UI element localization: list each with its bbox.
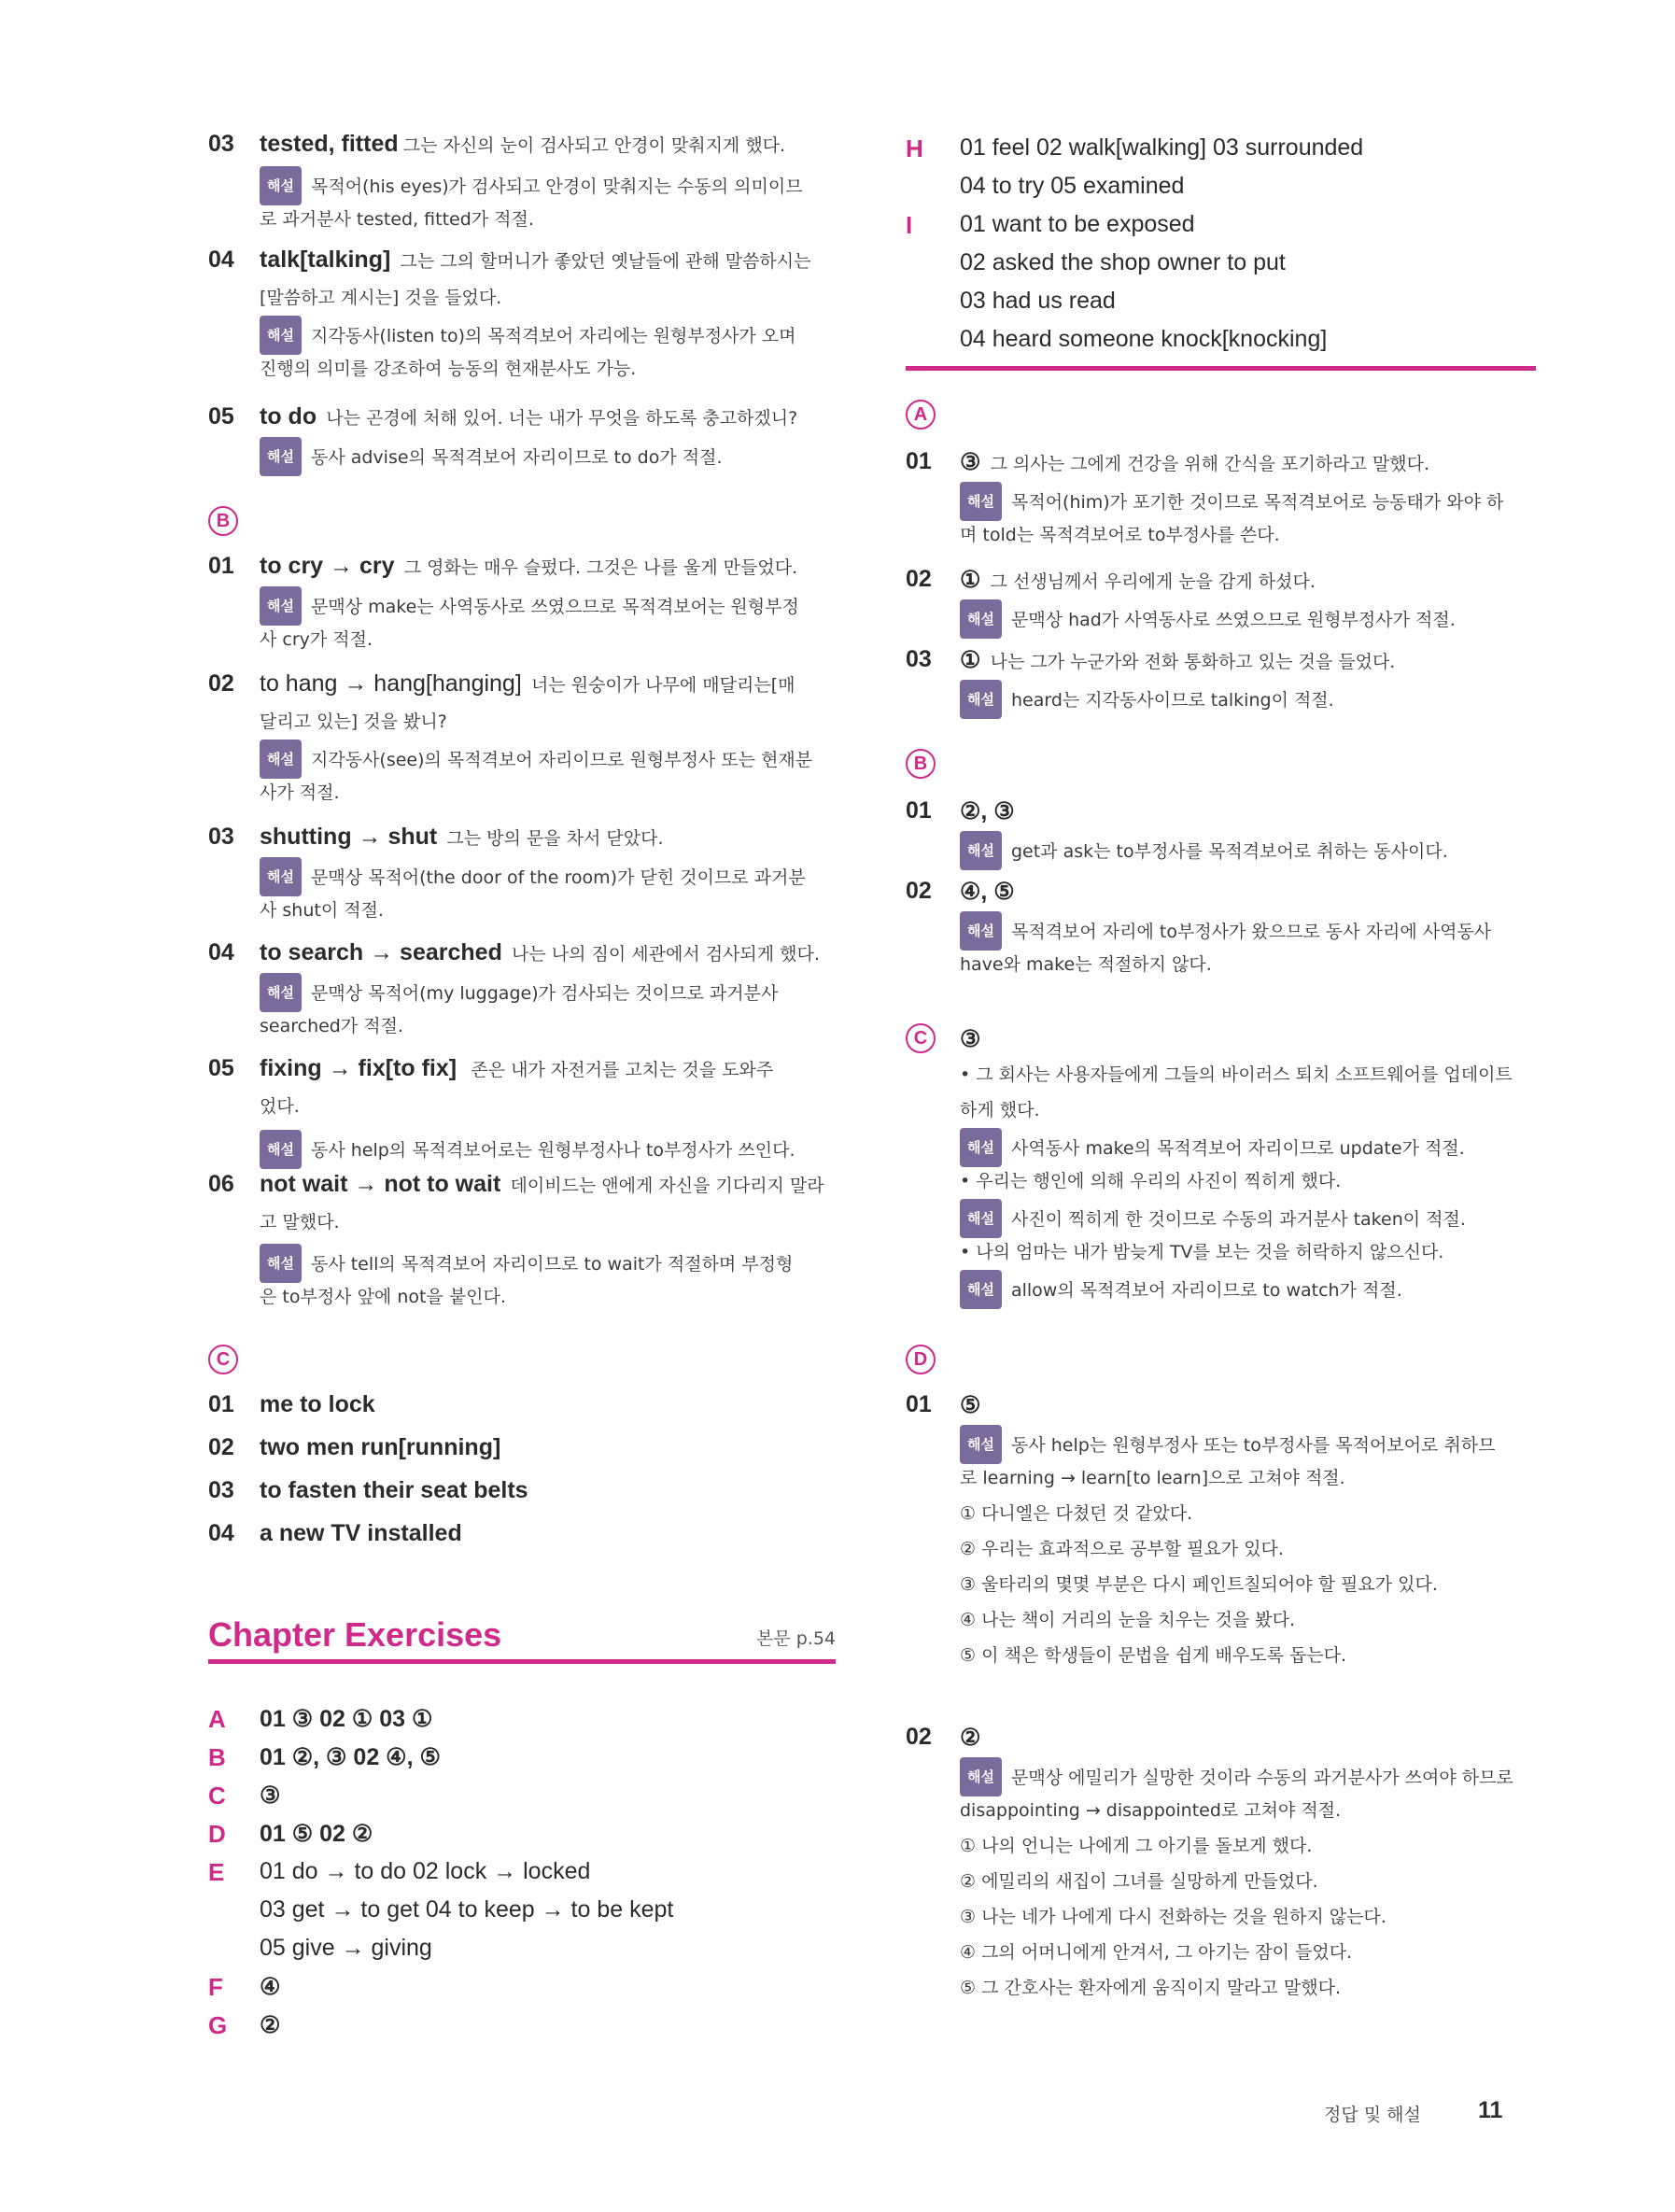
translation: 그 선생님께서 우리에게 눈을 감게 하셨다. [990,571,1316,592]
translation: 그는 그의 할머니가 좋았던 옛날들에 관해 말씀하시는 [400,251,811,272]
explanation: 로 과거분사 tested, fitted가 적절. [260,209,534,230]
exercise-letter: D [208,1820,226,1848]
item-number: 02 [906,1724,932,1750]
explanation: get과 ask는 to부정사를 목적격보어로 취하는 동사이다. [1010,841,1448,862]
explanation: 은 to부정사 앞에 not을 붙인다. [260,1287,506,1307]
answer: ① [960,647,981,673]
item-number: 03 [906,646,932,672]
item-number: 06 [208,1171,234,1197]
sentence-translation: ① 다니엘은 다쳤던 것 같았다. [960,1503,1193,1524]
explanation: 로 learning → learn[to learn]으로 고쳐야 적절. [960,1468,1345,1488]
translation: 그는 방의 문을 차서 닫았다. [446,828,664,849]
answer: two men run[running] [260,1434,501,1460]
exercise-answers: 01 ②, ③ 02 ④, ⑤ [260,1744,441,1770]
answer: fixing → fix[to fix] [260,1055,457,1081]
sentence-translation: ② 에밀리의 새집이 그녀를 실망하게 만들었다. [960,1871,1318,1892]
translation: 데이비드는 앤에게 자신을 기다리지 말라 [510,1176,824,1196]
exercise-answers: 01 want to be exposed [960,211,1195,237]
item-number: 01 [906,448,932,474]
sentence-translation: ⑤ 그 간호사는 환자에게 움직이지 말라고 말했다. [960,1978,1342,1998]
explanation-badge: 해설 [960,831,1002,870]
explanation-badge: 해설 [960,680,1002,719]
item-number: 02 [208,1434,234,1460]
item-number: 01 [906,797,932,824]
answer: to hang → hang[hanging] [260,670,522,697]
exercise-letter: G [208,2011,228,2039]
answer: to do [260,403,317,430]
explanation-badge: 해설 [960,1425,1002,1464]
explanation: 동사 help의 목적격보어로는 원형부정사나 to부정사가 쓰인다. [310,1140,795,1161]
explanation: 목적격보어 자리에 to부정사가 왔으므로 동사 자리에 사역동사 [1010,922,1492,942]
answer: tested, fitted [260,131,399,157]
explanation: 진행의 의미를 강조하여 능동의 현재분사도 가능. [260,359,637,379]
explanation: 사 shut이 적절. [260,900,384,921]
item-number: 03 [208,131,234,157]
sentence-translation: ④ 나는 책이 거리의 눈을 치우는 것을 봤다. [960,1610,1296,1630]
exercise-letter: H [906,134,923,162]
explanation: 문맥상 had가 사역동사로 쓰였으므로 원형부정사가 적절. [1010,610,1456,630]
explanation: searched가 적절. [260,1016,404,1036]
item-number: 01 [208,553,234,579]
footer-label: 정답 및 해설 [1324,2105,1421,2125]
explanation: 동사 advise의 목적격보어 자리이므로 to do가 적절. [310,447,723,468]
sentence-translation: ③ 나는 네가 나에게 다시 전화하는 것을 원하지 않는다. [960,1907,1386,1927]
translation: • 나의 엄마는 내가 밤늦게 TV를 보는 것을 허락하지 않으신다. [960,1242,1444,1262]
explanation-badge: 해설 [960,911,1002,951]
explanation-badge: 해설 [260,586,302,626]
exercise-answers: 01 ③ 02 ① 03 ① [260,1706,433,1732]
explanation: 동사 tell의 목적격보어 자리이므로 to wait가 적절하며 부정형 [310,1254,794,1275]
exercise-answers: 04 to try 05 examined [960,173,1185,199]
explanation: 동사 help는 원형부정사 또는 to부정사를 목적어보어로 취하므 [1010,1435,1496,1456]
translation: 달리고 있는] 것을 봤니? [260,712,447,732]
answer: ③ [960,449,981,475]
explanation: 사역동사 make의 목적격보어 자리이므로 update가 적절. [1010,1138,1465,1159]
explanation: allow의 목적격보어 자리이므로 to watch가 적절. [1010,1280,1402,1301]
explanation-badge: 해설 [260,740,302,779]
section-a-marker: A [906,400,936,430]
explanation: 문맥상 목적어(the door of the room)가 닫힌 것이므로 과거분 [310,867,806,888]
explanation-badge: 해설 [960,1757,1002,1796]
translation: 나는 그가 누군가와 전화 통화하고 있는 것을 들었다. [990,652,1396,672]
explanation: 지각동사(see)의 목적격보어 자리이므로 원형부정사 또는 현재분 [310,750,813,770]
explanation-badge: 해설 [260,1130,302,1169]
answer: talk[talking] [260,247,391,273]
section-c-marker: C [906,1023,936,1053]
translation: 너는 원숭이가 나무에 매달리는[매 [530,675,795,696]
translation: [말씀하고 계시는] 것을 들었다. [260,288,502,308]
sentence-translation: ④ 그의 어머니에게 안겨서, 그 아기는 잠이 들었다. [960,1942,1353,1963]
sentence-translation: ② 우리는 효과적으로 공부할 필요가 있다. [960,1539,1284,1559]
explanation: 문맥상 에밀리가 실망한 것이라 수동의 과거분사가 쓰여야 하므로 [1010,1768,1513,1788]
exercise-answers: 01 do → to do 02 lock → locked [260,1858,591,1884]
explanation-badge: 해설 [960,1199,1002,1238]
section-c-marker: C [208,1345,238,1374]
translation: 나는 곤경에 처해 있어. 너는 내가 무엇을 하도록 충고하겠니? [326,408,798,429]
exercise-answers: 01 ⑤ 02 ② [260,1821,373,1847]
answer: not wait → not to wait [260,1171,501,1197]
item-number: 02 [208,670,234,697]
explanation-badge: 해설 [960,1270,1002,1309]
explanation: 목적어(him)가 포기한 것이므로 목적격보어로 능동태가 와야 하 [1010,492,1504,513]
page-number: 11 [1478,2097,1503,2123]
explanation-badge: 해설 [960,482,1002,521]
item-number: 02 [906,566,932,592]
exercise-answers: 03 get → to get 04 to keep → to be kept [260,1896,674,1923]
exercise-answers: ④ [260,1974,281,2000]
exercise-letter: E [208,1858,225,1886]
explanation-badge: 해설 [960,1128,1002,1167]
section-rule [208,1659,836,1664]
explanation-badge: 해설 [260,857,302,896]
exercise-answers: 02 asked the shop owner to put [960,249,1286,275]
item-number: 03 [208,1477,234,1503]
item-number: 05 [208,1055,234,1081]
translation: • 우리는 행인에 의해 우리의 사진이 찍히게 했다. [960,1171,1342,1191]
answer: ②, ③ [960,798,1015,824]
answer: to cry → cry [260,553,395,579]
sentence-translation: ⑤ 이 책은 학생들이 문법을 쉽게 배우도록 돕는다. [960,1645,1347,1666]
section-b-marker: B [208,506,238,536]
answer: me to lock [260,1391,375,1417]
item-number: 05 [208,403,234,430]
explanation: heard는 지각동사이므로 talking이 적절. [1010,690,1334,711]
translation: 하게 했다. [960,1100,1040,1120]
explanation-badge: 해설 [260,1244,302,1283]
exercise-answers: ② [260,2012,281,2038]
exercise-answers: ③ [260,1782,281,1809]
explanation: 며 told는 목적격보어로 to부정사를 쓴다. [960,525,1280,545]
exercise-letter: I [906,211,913,239]
answer: ③ [960,1026,981,1052]
answer: ② [960,1725,981,1751]
exercise-answers: 03 had us read [960,288,1116,314]
page-reference: 본문 p.54 [755,1628,836,1649]
translation: 존은 내가 자전거를 고치는 것을 도와주 [471,1060,774,1080]
exercise-answers: 04 heard someone knock[knocking] [960,326,1328,352]
translation: 나는 나의 짐이 세관에서 검사되게 했다. [512,944,820,965]
exercise-letter: B [208,1743,226,1771]
item-number: 02 [906,878,932,904]
explanation-badge: 해설 [260,973,302,1012]
exercise-letter: C [208,1782,226,1810]
explanation: 목적어(his eyes)가 검사되고 안경이 맞춰지는 수동의 의미이므 [310,176,803,197]
answer: ⑤ [960,1392,981,1418]
sentence-translation: ③ 울타리의 몇몇 부분은 다시 페인트칠되어야 할 필요가 있다. [960,1574,1438,1595]
explanation: 사 cry가 적절. [260,629,373,650]
translation: 그 영화는 매우 슬펐다. 그것은 나를 울게 만들었다. [403,557,798,578]
exercise-letter: F [208,1973,223,2001]
explanation: 사가 적절. [260,782,340,803]
answer: ④, ⑤ [960,879,1015,905]
explanation: 문맥상 make는 사역동사로 쓰였으므로 목적격보어는 원형부정 [310,597,799,617]
answer: to fasten their seat belts [260,1477,528,1503]
explanation: disappointing → disappointed로 고쳐야 적절. [960,1800,1342,1821]
item-number: 04 [208,1520,234,1546]
explanation: 지각동사(listen to)의 목적격보어 자리에는 원형부정사가 오며 [310,326,796,346]
exercise-answers: 05 give → giving [260,1935,432,1961]
explanation-badge: 해설 [960,599,1002,639]
explanation-badge: 해설 [260,166,302,205]
item-number: 04 [208,247,234,273]
item-number: 04 [208,939,234,965]
explanation: 문맥상 목적어(my luggage)가 검사되는 것이므로 과거분사 [310,983,779,1004]
exercise-answers: 01 feel 02 walk[walking] 03 surrounded [960,134,1364,161]
answer: shutting → shut [260,824,438,850]
explanation: have와 make는 적절하지 않다. [960,954,1212,975]
answer: ① [960,567,981,593]
item-number: 01 [208,1391,234,1417]
translation: 그 의사는 그에게 건강을 위해 간식을 포기하라고 말했다. [990,454,1430,474]
translation: 었다. [260,1096,300,1117]
explanation-badge: 해설 [260,316,302,355]
sentence-translation: ① 나의 언니는 나에게 그 아기를 돌보게 했다. [960,1836,1313,1856]
section-b-marker: B [906,749,936,779]
explanation-badge: 해설 [260,437,302,476]
answer: to search → searched [260,939,502,965]
exercise-letter: A [208,1705,226,1733]
item-number: 03 [208,824,234,850]
section-rule [906,366,1536,371]
chapter-exercises-title: Chapter Exercises [208,1615,502,1654]
item-number: 01 [906,1391,932,1417]
section-d-marker: D [906,1345,936,1374]
translation: 그는 자신의 눈이 검사되고 안경이 맞춰지게 했다. [402,135,786,156]
translation: • 그 회사는 사용자들에게 그들의 바이러스 퇴치 소프트웨어를 업데이트 [960,1064,1513,1085]
answer: a new TV installed [260,1520,462,1546]
explanation: 사진이 찍히게 한 것이므로 수동의 과거분사 taken이 적절. [1010,1209,1466,1230]
translation: 고 말했다. [260,1212,340,1233]
